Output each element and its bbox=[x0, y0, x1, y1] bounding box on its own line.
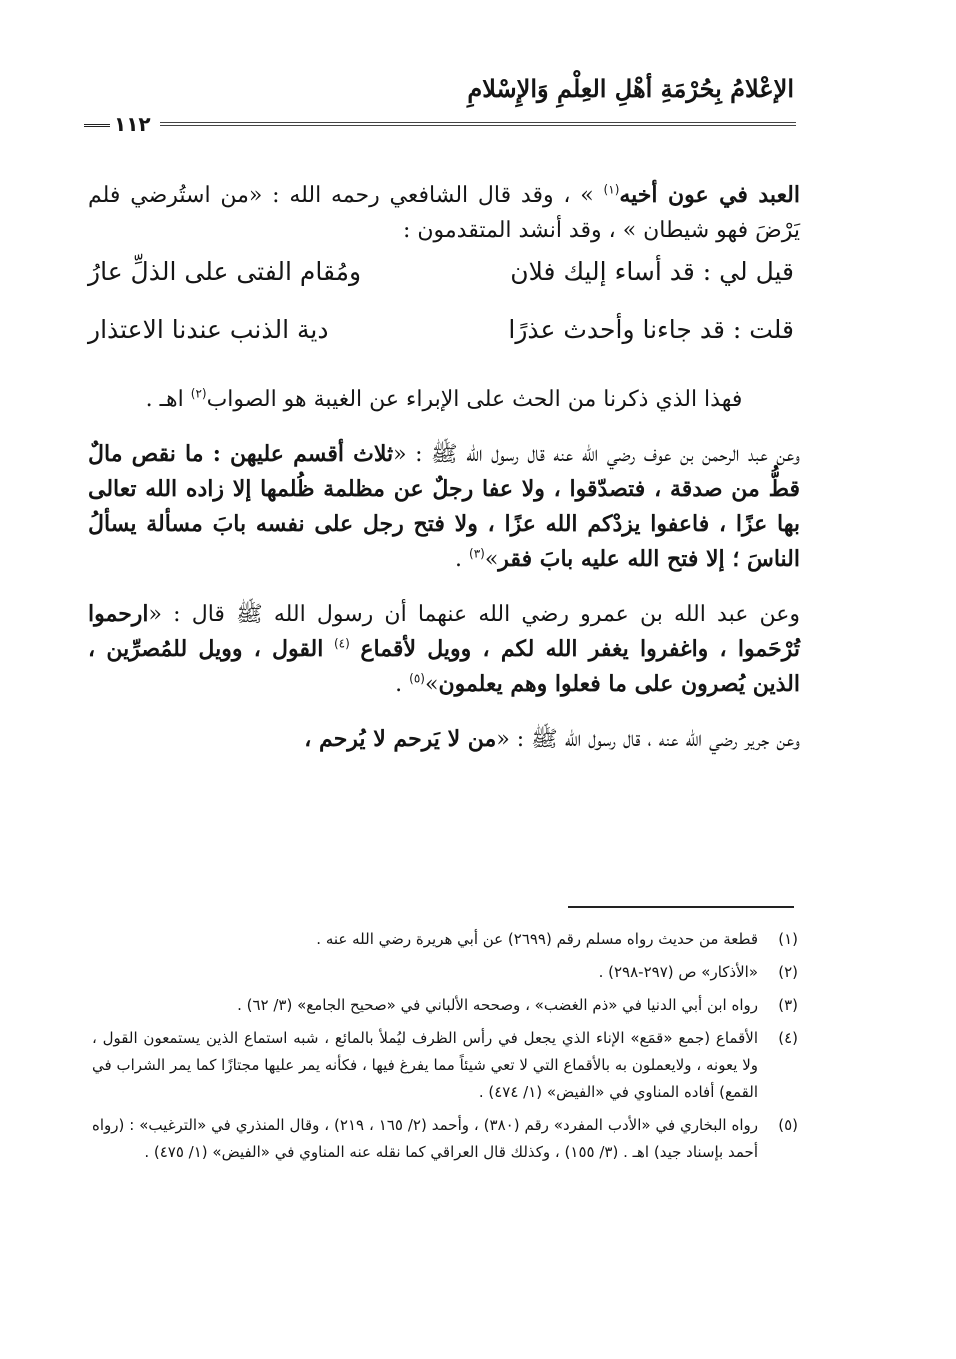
header-rule bbox=[160, 122, 796, 126]
hadith-2-intro: وعن عبد الله بن عمرو رضي الله عنهما أن رسول الله ﷺ قال : « bbox=[148, 602, 800, 627]
hadith-3-intro: وعن جرير رضي الله عنه ، قال رسول الله ﷺ : « bbox=[496, 727, 800, 752]
page-number-dash bbox=[84, 124, 110, 127]
poem-verse-1 bbox=[88, 254, 800, 306]
paragraph-2-end: اهـ . bbox=[145, 387, 184, 412]
page-number-value: ١١٢ bbox=[114, 112, 151, 136]
footnote-3 bbox=[92, 992, 798, 1019]
footnotes bbox=[92, 926, 798, 1172]
verse-2-second-hemistich: دية الذنب عندنا الاعتذار bbox=[88, 315, 329, 344]
quote-bold: العبد في عون أخيه bbox=[619, 182, 800, 208]
hadith-1-text: ثلاث أقسم عليهن : ما نقص مالٌ قطُّ من صدقة ، فتصدّقوا ، ولا عفا رجلٌ عن مظلمة ظُلمها إلا زاده الله تعالى بها عزًا ، فاعفوا يزدْكم الله عزًا ، ولا فتح رجل على نفسه بابَ مسألة يسألُ الناسَ ؛ إلا فتح الله عليه بابَ فقر bbox=[88, 441, 800, 572]
footnote-2-text: «الأذكار» ص (٢٩٧-٢٩٨) . bbox=[598, 963, 758, 981]
footnote-separator bbox=[568, 906, 794, 908]
paragraph-1-text: » ، وقد قال الشافعي رحمه الله : «من استُرضي فلم يَرْضَ فهو شيطان » ، وقد أنشد المتقدمون : bbox=[88, 183, 800, 243]
hadith-2-text-b: القول ، وويل للمُصرِّين ، الذين يُصرون على ما فعلوا وهم يعلمون bbox=[88, 636, 800, 697]
hadith-2-close: » bbox=[424, 672, 439, 697]
footnote-5 bbox=[92, 1112, 798, 1166]
paragraph-5 bbox=[88, 722, 800, 757]
footnote-2 bbox=[92, 959, 798, 986]
body-text bbox=[88, 178, 800, 757]
footnote-ref-2: (٢) bbox=[190, 386, 207, 401]
paragraph-2 bbox=[88, 382, 800, 417]
hadith-1-intro: وعن عبد الرحمن بن عوف رضي الله عنه قال رسول الله ﷺ : « bbox=[393, 442, 800, 467]
footnote-3-text: رواه ابن أبي الدنيا في «ذم الغضب» ، وصححه الألباني في «صحيح الجامع» (٣/ ٦٢) . bbox=[237, 996, 758, 1014]
footnote-ref-1: (١) bbox=[603, 182, 620, 197]
footnote-ref-3: (٣) bbox=[469, 546, 485, 561]
verse-2-first-hemistich: قلت : قد جاءنا وأحدث عذرًا bbox=[508, 315, 794, 344]
footnote-1 bbox=[92, 926, 798, 953]
footnote-4-number: (٤) bbox=[778, 1029, 798, 1047]
footnote-ref-5: (٥) bbox=[409, 671, 425, 686]
book-title: الإعْلامُ بِحُرْمَةِ أهْلِ العِلْمِ وَالإِسْلامِ bbox=[467, 74, 794, 103]
hadith-2-end: . bbox=[395, 672, 410, 697]
paragraph-3 bbox=[88, 437, 800, 577]
paragraph-4 bbox=[88, 597, 800, 702]
paragraph-2-text: فهذا الذي ذكرنا من الحث على الإبراء عن الغيبة هو الصواب bbox=[206, 387, 743, 412]
hadith-2-text-a: ارحموا تُرْحَموا ، واغفروا يغفر الله لكم ، وويل لأقماع bbox=[88, 601, 800, 662]
hadith-3-text: من لا يَرحم لا يُرحم ، bbox=[304, 726, 497, 752]
hadith-1-close: » bbox=[484, 547, 499, 572]
footnote-2-number: (٢) bbox=[778, 963, 798, 981]
footnote-1-number: (١) bbox=[778, 930, 798, 948]
verse-1-first-hemistich: قيل لي : قد أساء إليك فلان bbox=[510, 257, 794, 286]
footnote-4 bbox=[92, 1025, 798, 1106]
footnote-4-text: الأقماع (جمع «قمَع» الإناء الذي يجعل في رأس الظرف ليُملأ بالمائع ، شبه استماع الذين يستمعون القول ، ولا يعونه ، ولايعملون به بالأقماع التي لا تعي شيئاً مما يفرغ فيها ، فكأنه يمر عليها مجتازًا كما يمر الشراب في القمع) أفاده المناوي في «الفيض» (١/ ٤٧٤) . bbox=[92, 1029, 758, 1101]
poem-verse-2 bbox=[88, 312, 800, 364]
paragraph-1 bbox=[88, 178, 800, 248]
footnote-5-number: (٥) bbox=[778, 1116, 798, 1134]
hadith-1-end: . bbox=[455, 547, 469, 572]
footnote-3-number: (٣) bbox=[778, 996, 798, 1014]
page-header bbox=[84, 66, 796, 136]
page-number bbox=[84, 114, 157, 134]
footnote-ref-4: (٤) bbox=[333, 636, 350, 651]
verse-1-second-hemistich: ومُقام الفتى على الذلِّ عارُ bbox=[88, 257, 362, 286]
footnote-5-text: رواه البخاري في «الأدب المفرد» رقم (٣٨٠) ، وأحمد (٢/ ١٦٥ ، ٢١٩) ، وقال المنذري في «الترغيب» : (رواه أحمد بإسناد جيد) اهـ . (٣/ ١٥٥) ، وكذلك قال العراقي كما نقله عنه المناوي في «الفيض» (١/ ٤٧٥) . bbox=[92, 1116, 758, 1161]
footnote-1-text: قطعة من حديث رواه مسلم رقم (٢٦٩٩) عن أبي هريرة رضي الله عنه . bbox=[316, 930, 758, 948]
